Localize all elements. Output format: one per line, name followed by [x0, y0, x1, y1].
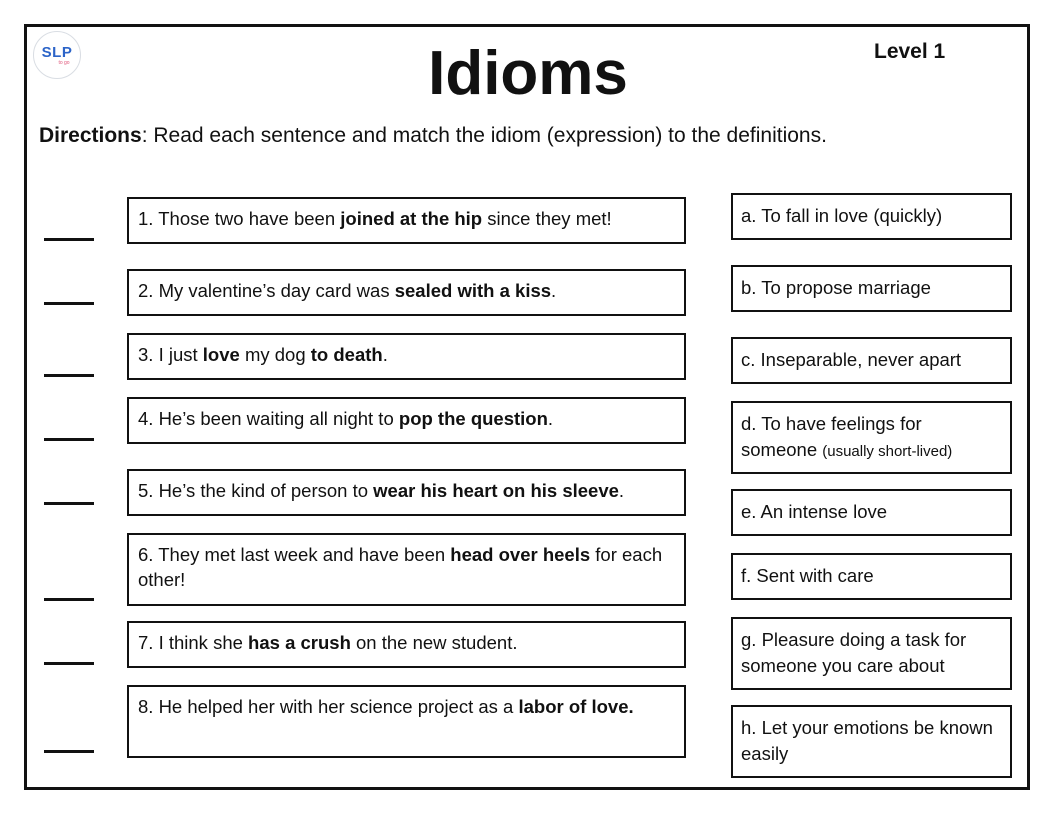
- sentence-text: 1. Those two have been: [138, 208, 341, 229]
- directions-label: Directions: [39, 124, 142, 147]
- logo-text: SLP: [41, 43, 73, 61]
- level-label: Level 1: [874, 40, 946, 63]
- answer-blank-6[interactable]: [44, 598, 94, 601]
- definition-text: f. Sent with care: [741, 565, 874, 586]
- idiom-text: head over heels: [450, 544, 591, 565]
- sentence-text: 7. I think she: [138, 632, 249, 653]
- definition-box-h: [731, 705, 1012, 778]
- directions: [39, 122, 827, 150]
- sentence-text: on the new student.: [350, 632, 518, 653]
- definition-box-g: [731, 617, 1012, 690]
- definition-text: b. To propose marriage: [741, 277, 931, 298]
- sentence-box-4: [127, 397, 686, 444]
- answer-blank-1[interactable]: [44, 238, 94, 241]
- sentence-text: .: [547, 408, 554, 429]
- answer-blank-2[interactable]: [44, 302, 94, 305]
- sentence-text: .: [382, 344, 388, 365]
- sentence-box-5: [127, 469, 686, 516]
- definition-box-e: [731, 489, 1012, 536]
- sentence-text: for each other!: [138, 544, 663, 590]
- definition-box-b: [731, 265, 1012, 312]
- answer-blank-5[interactable]: [44, 502, 94, 505]
- idiom-text: labor of love.: [518, 696, 634, 717]
- sentence-text: 3. I just: [138, 344, 203, 365]
- idiom-text: sealed with a kiss: [394, 280, 552, 301]
- sentence-box-8: [127, 685, 686, 758]
- sentence-box-3: [127, 333, 686, 380]
- sentence-text: .: [618, 480, 625, 501]
- idiom-text: joined at the hip: [340, 208, 483, 229]
- answer-blank-4[interactable]: [44, 438, 94, 441]
- definition-note: (usually short-lived): [822, 443, 953, 460]
- sentence-text: .: [551, 280, 557, 301]
- definition-text: g. Pleasure doing a task for someone you care about: [741, 629, 967, 676]
- idiom-text: pop the question: [398, 408, 548, 429]
- sentence-text: 8. He helped her with her science project as a: [138, 696, 519, 717]
- page-title: Idioms: [428, 39, 628, 108]
- sentence-box-7: [127, 621, 686, 668]
- definition-text: a. To fall in love (quickly): [741, 205, 943, 226]
- definition-text: h. Let your emotions be known easily: [741, 717, 993, 764]
- sentence-box-6: [127, 533, 686, 606]
- sentence-box-2: [127, 269, 686, 316]
- sentence-text: 6. They met last week and have been: [138, 544, 451, 565]
- answer-blank-8[interactable]: [44, 750, 94, 753]
- sentence-text: 5. He’s the kind of person to: [138, 480, 374, 501]
- idiom-text: has a crush: [248, 632, 351, 653]
- answer-blank-7[interactable]: [44, 662, 94, 665]
- idiom-text: to death: [310, 344, 383, 365]
- sentence-text: 2. My valentine’s day card was: [138, 280, 395, 301]
- definition-box-d: [731, 401, 1012, 474]
- sentence-text: 4. He’s been waiting all night to: [138, 408, 399, 429]
- sentence-text: since they met!: [482, 208, 612, 229]
- definition-text: d. To have feelings for someone: [741, 413, 922, 460]
- sentence-box-1: [127, 197, 686, 244]
- directions-text: : Read each sentence and match the idiom (expression) to the definitions.: [141, 124, 827, 147]
- definition-text: e. An intense love: [741, 501, 888, 522]
- definition-box-a: [731, 193, 1012, 240]
- logo-subtext: to go: [58, 59, 70, 66]
- idiom-text: love: [202, 344, 240, 365]
- definition-box-f: [731, 553, 1012, 600]
- idiom-text: wear his heart on his sleeve: [373, 480, 619, 501]
- sentence-text: my dog: [239, 344, 311, 365]
- definition-box-c: [731, 337, 1012, 384]
- answer-blank-3[interactable]: [44, 374, 94, 377]
- definition-text: c. Inseparable, never apart: [741, 349, 962, 370]
